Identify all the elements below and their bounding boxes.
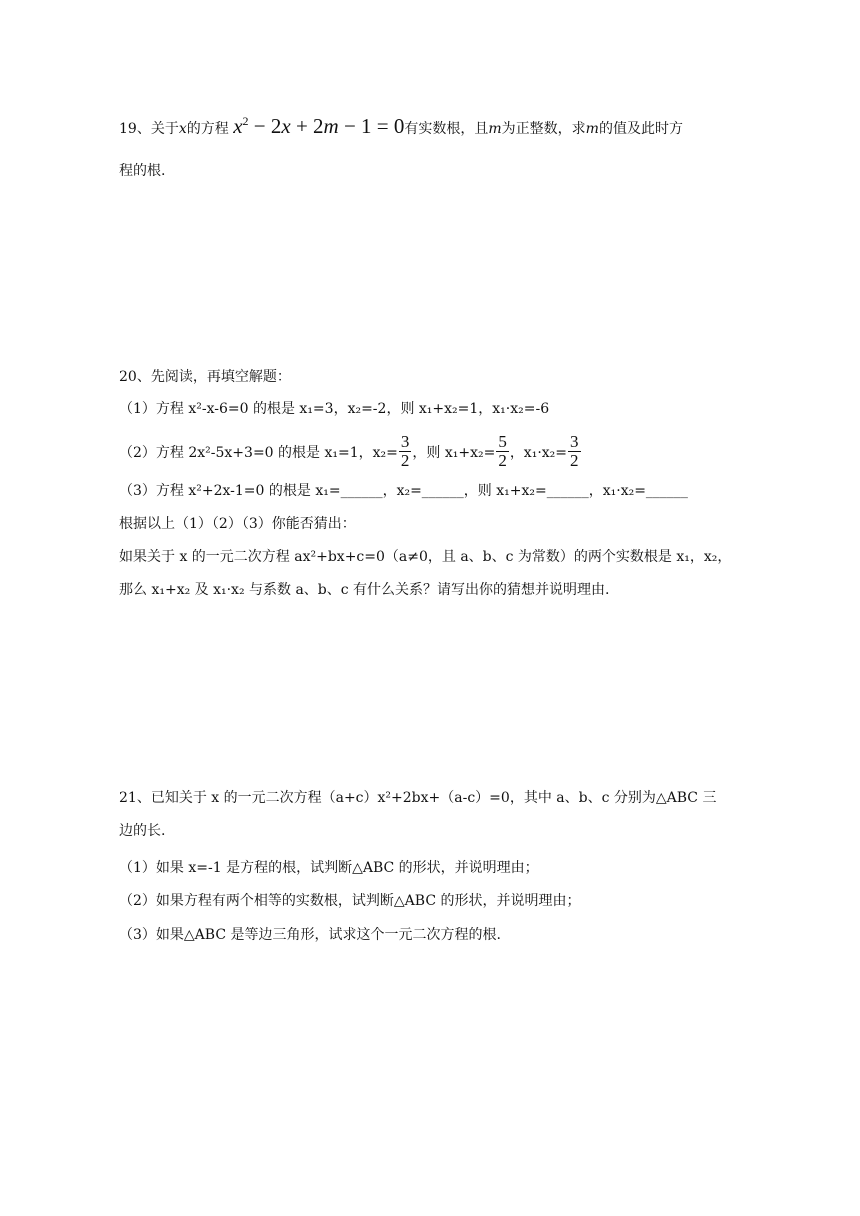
- q21-sub3: （3）如果△ABC 是等边三角形，试求这个一元二次方程的根.: [119, 927, 501, 943]
- q20-part3: （3）方程 x²+2x-1=0 的根是 x₁=______，x₂=______，则 x₁+x₂=______，x₁·x₂=______: [119, 483, 688, 499]
- fraction-3-2: $\frac{3}{2}$: [400, 431, 410, 470]
- q20-title: 20、先阅读，再填空解题：: [119, 369, 291, 385]
- fraction-3-2-product: $\frac{3}{2}$: [570, 431, 579, 470]
- q20-question-line1: 如果关于 x 的一元二次方程 ax²+bx+c=0（a≠0，且 a、b、c 为常数）的两个实数根是 x₁，x₂，: [119, 549, 732, 565]
- q19-line2: 程的根.: [119, 163, 166, 179]
- fraction-5-2: $\frac{5}{2}$: [498, 431, 507, 470]
- q21-line1: 21、已知关于 x 的一元二次方程（a+c）x²+2bx+（a-c）=0，其中 a、b、c 分别为△ABC 三: [119, 790, 717, 806]
- q20-question-line2: 那么 x₁+x₂ 及 x₁·x₂ 与系数 a、b、c 有什么关系？请写出你的猜想并说明理由.: [119, 582, 610, 598]
- q19-equation: $x^2 - 2x + 2m - 1 = 0$: [233, 114, 405, 138]
- q20-guess-prompt: 根据以上（1）（2）（3）你能否猜出：: [119, 516, 356, 532]
- q21-sub2: （2）如果方程有两个相等的实数根，试判断△ABC 的形状，并说明理由；: [119, 893, 581, 909]
- q21-sub1: （1）如果 x=-1 是方程的根，试判断△ABC 的形状，并说明理由；: [119, 860, 539, 876]
- q20-part2: （2）方程 2x²-5x+3=0 的根是 x₁=1，x₂= $\frac{3}{2}$ ，则 x₁+x₂= $\frac{5}{2}$ ，x₁·x₂= $\frac{3}{2}$: [119, 431, 579, 470]
- q19-line1: 19、关于x的方程 $x^2 - 2x + 2m - 1 = 0$有实数根，且m为正整数，求m的值及此时方: [119, 114, 683, 138]
- q21-line2: 边的长.: [119, 823, 166, 839]
- q20-part1: （1）方程 x²-x-6=0 的根是 x₁=3，x₂=-2，则 x₁+x₂=1，x₁·x₂=-6: [119, 401, 550, 417]
